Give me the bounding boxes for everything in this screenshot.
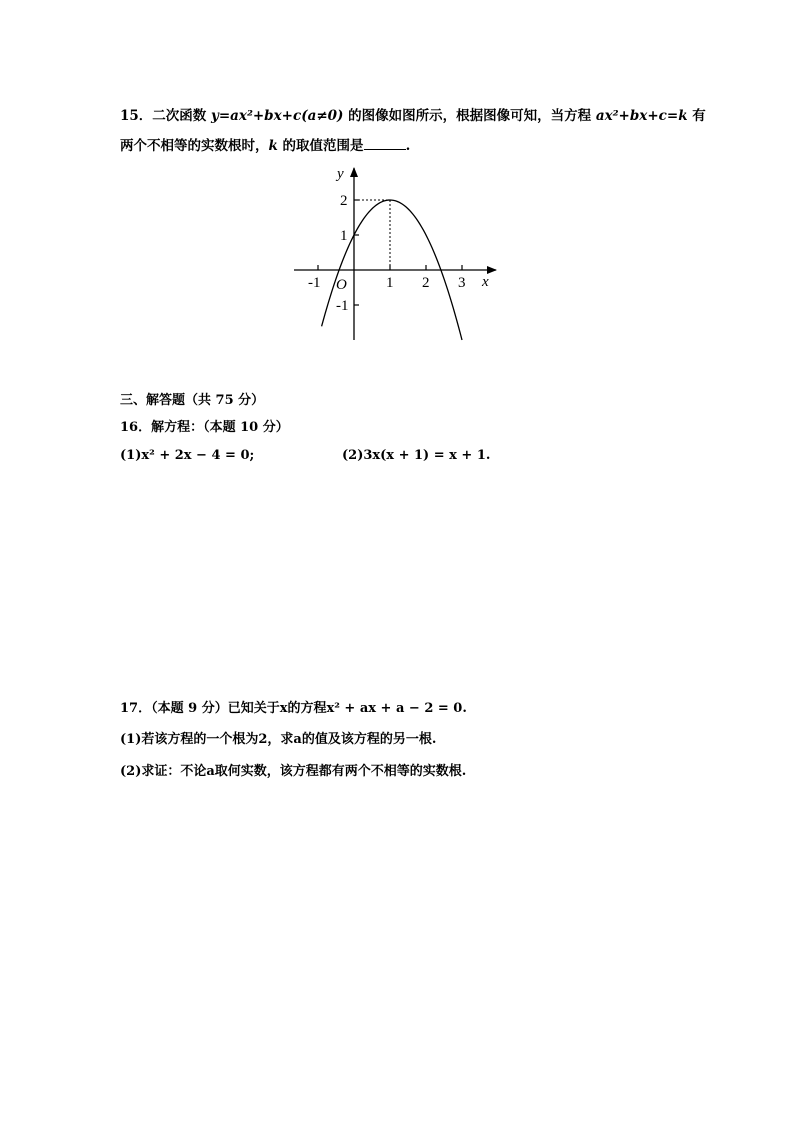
q17-title: 17．（本题 9 分）已知关于x的方程x² + ax + a − 2 = 0. — [120, 701, 467, 716]
q15-text-d: 两个不相等的实数根时， — [120, 138, 269, 154]
section-heading: 三、解答题（共 75 分） — [120, 393, 265, 408]
q17-part-2: (2)求证：不论a取何实数，该方程都有两个不相等的实数根. — [120, 764, 467, 779]
q15-equation-expr: ax²+bx+c=k — [595, 108, 688, 124]
q15-function-expr: y=ax²+bx+c(a≠0) — [211, 108, 344, 124]
y-axis-label: y — [337, 166, 344, 182]
q16-part-2: (2)3x(x + 1) = x + 1. — [342, 448, 491, 463]
q15-text-b: 的图像如图所示，根据图像可知，当方程 — [343, 108, 596, 124]
q15-text-a: 二次函数 — [152, 108, 211, 124]
x-tick-label: -1 — [308, 275, 321, 291]
q15-text-c: 有 — [687, 108, 706, 124]
y-tick-label: 2 — [340, 193, 348, 209]
x-tick-label: 2 — [422, 275, 430, 291]
parabola-graph — [0, 0, 794, 360]
q15-k-var: k — [268, 138, 278, 154]
q15-text-e: 的取值范围是 — [277, 138, 364, 154]
x-axis-label: x — [482, 274, 489, 290]
x-tick-label: 1 — [386, 275, 394, 291]
q16-part-1: (1)x² + 2x − 4 = 0; — [120, 448, 255, 463]
origin-label: O — [336, 277, 347, 293]
y-tick-label: -1 — [336, 298, 349, 314]
x-tick-label: 3 — [458, 275, 466, 291]
q17-part-1: (1)若该方程的一个根为2，求a的值及该方程的另一根. — [120, 732, 437, 747]
q16-title: 16．解方程：（本题 10 分） — [120, 420, 289, 435]
q15-number: 15． — [120, 108, 153, 124]
q15-text-f: . — [405, 138, 411, 154]
y-tick-label: 1 — [340, 228, 348, 244]
